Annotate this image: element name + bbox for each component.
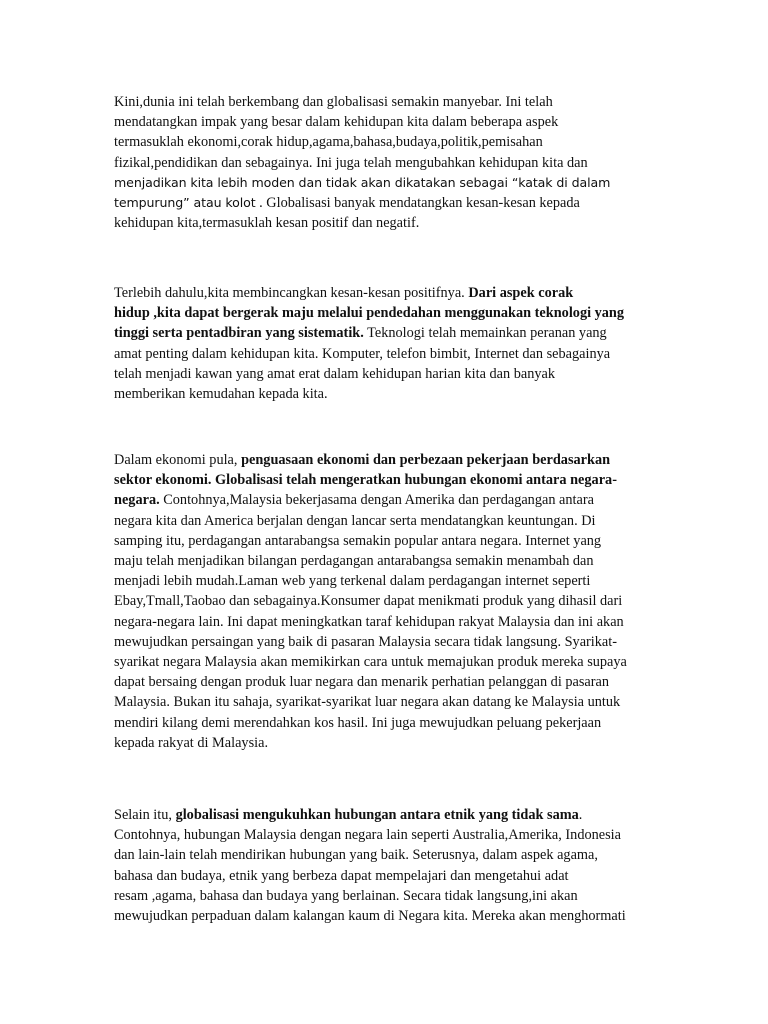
text-segment: tempurung” atau kolot [114, 195, 256, 211]
text-line [114, 193, 659, 213]
paragraph-economy [114, 450, 659, 753]
text-line [114, 132, 659, 152]
text-segment: fizikal,pendidikan dan sebagainya. Ini juga telah mengubahkan kehidupan kita dan [114, 154, 588, 171]
text-segment: Contohnya, hubungan Malaysia dengan negara lain seperti Australia,Amerika, Indonesia [114, 827, 621, 844]
text-segment: Contohnya,Malaysia bekerjasama dengan Amerika dan perdagangan antara [159, 492, 594, 509]
text-segment: mewujudkan perpaduan dalam kalangan kaum di Negara kita. Mereka akan menghormati [114, 908, 626, 925]
text-line [114, 733, 659, 753]
text-line [114, 672, 659, 692]
text-segment: telah menjadi kawan yang amat erat dalam kehidupan harian kita dan banyak [114, 365, 556, 382]
text-line [114, 92, 659, 112]
text-line [114, 531, 659, 551]
text-segment: menjadi lebih mudah.Laman web yang terkenal dalam perdagangan internet seperti [114, 573, 591, 590]
text-line [114, 344, 659, 364]
text-segment: negara kita dan America berjalan dengan lancar serta mendatangkan keuntungan. Di [114, 512, 596, 529]
text-segment: maju telah menjadikan bilangan perdagangan antarabangsa semakin menambah dan [114, 553, 594, 570]
text-line [114, 713, 659, 733]
text-segment: negara-negara lain. Ini dapat meningkatkan taraf kehidupan rakyat Malaysia dan ini akan [114, 613, 624, 630]
text-segment: mendiri kilang demi merendahkan kos hasil. Ini juga mewujudkan peluang pekerjaan [114, 714, 602, 731]
text-line [114, 450, 659, 470]
text-segment: Malaysia. Bukan itu sahaja, syarikat-syarikat luar negara akan datang ke Malaysia untuk [114, 694, 621, 711]
text-line [114, 173, 659, 193]
bold-text-segment: penguasaan ekonomi dan perbezaan pekerjaan berdasarkan [241, 452, 611, 468]
text-line [114, 283, 659, 303]
text-segment: Ebay,Tmall,Taobao dan sebagainya.Konsumer dapat menikmati produk yang dihasil dari [114, 593, 623, 610]
text-line [114, 571, 659, 591]
text-segment: dapat bersaing dengan produk luar negara dan menarik perhatian pelanggan di pasaran [114, 674, 610, 691]
text-segment: kehidupan kita,termasuklah kesan positif dan negatif. [114, 215, 420, 232]
text-line [114, 213, 659, 233]
text-line [114, 591, 659, 611]
text-line [114, 692, 659, 712]
text-line [114, 805, 659, 825]
text-segment: memberikan kemudahan kepada kita. [114, 386, 328, 403]
text-line [114, 906, 659, 926]
text-segment: resam ,agama, bahasa dan budaya yang berlainan. Secara tidak langsung,ini akan [114, 887, 578, 904]
text-line [114, 511, 659, 531]
text-segment: dan lain-lain telah mendirikan hubungan yang baik. Seterusnya, dalam aspek agama, [114, 847, 598, 864]
text-segment: kepada rakyat di Malaysia. [114, 734, 269, 751]
text-segment: Teknologi telah memainkan peranan yang [363, 325, 607, 342]
paragraph-intro [114, 92, 659, 233]
text-line [114, 470, 659, 490]
text-line [114, 551, 659, 571]
text-segment: bahasa dan budaya, etnik yang berbeza dapat mempelajari dan mengetahui adat [114, 867, 569, 884]
text-segment: Kini,dunia ini telah berkembang dan globalisasi semakin manyebar. Ini telah [114, 94, 553, 110]
text-line [114, 845, 659, 865]
text-segment: Terlebih dahulu,kita membincangkan kesan-kesan positifnya. [114, 285, 469, 301]
text-line [114, 632, 659, 652]
text-segment: amat penting dalam kehidupan kita. Komputer, telefon bimbit, Internet dan sebagainya [114, 345, 611, 362]
text-line [114, 886, 659, 906]
text-segment: . Globalisasi banyak mendatangkan kesan-kesan kepada [255, 195, 580, 212]
bold-text-segment: tinggi serta pentadbiran yang sistematik. [114, 325, 364, 342]
text-segment: . [578, 807, 583, 823]
bold-text-segment: negara. [114, 492, 160, 509]
text-segment: syarikat negara Malaysia akan memikirkan cara untuk memajukan produk mereka supaya [114, 654, 627, 671]
paragraph-positive-effects [114, 283, 659, 404]
text-segment: termasuklah ekonomi,corak hidup,agama,bahasa,budaya,politik,pemisahan [114, 134, 543, 151]
text-line [114, 303, 659, 323]
text-line [114, 384, 659, 404]
text-segment: mendatangkan impak yang besar dalam kehidupan kita dalam beberapa aspek [114, 114, 559, 131]
text-line [114, 612, 659, 632]
text-line [114, 825, 659, 845]
text-segment: menjadikan kita lebih moden dan tidak akan dikatakan sebagai “katak di dalam [114, 174, 611, 190]
text-segment: Selain itu, [114, 807, 176, 823]
text-line [114, 112, 659, 132]
paragraph-ethnic-relations [114, 805, 659, 926]
text-segment: Dalam ekonomi pula, [114, 452, 242, 468]
bold-text-segment: globalisasi mengukuhkan hubungan antara etnik yang tidak sama [175, 807, 579, 823]
text-line [114, 364, 659, 384]
bold-text-segment: hidup ,kita dapat bergerak maju melalui pendedahan menggunakan teknologi yang [114, 305, 625, 322]
text-line [114, 153, 659, 173]
text-line [114, 652, 659, 672]
text-line [114, 866, 659, 886]
text-line [114, 323, 659, 343]
bold-text-segment: Dari aspek corak [468, 285, 574, 301]
text-segment: samping itu, perdagangan antarabangsa semakin popular antara negara. Internet yang [114, 532, 602, 549]
text-segment: mewujudkan persaingan yang baik di pasaran Malaysia secara tidak langsung. Syarikat- [114, 633, 618, 650]
bold-text-segment: sektor ekonomi. Globalisasi telah mengeratkan hubungan ekonomi antara negara- [114, 472, 617, 489]
text-line [114, 490, 659, 510]
